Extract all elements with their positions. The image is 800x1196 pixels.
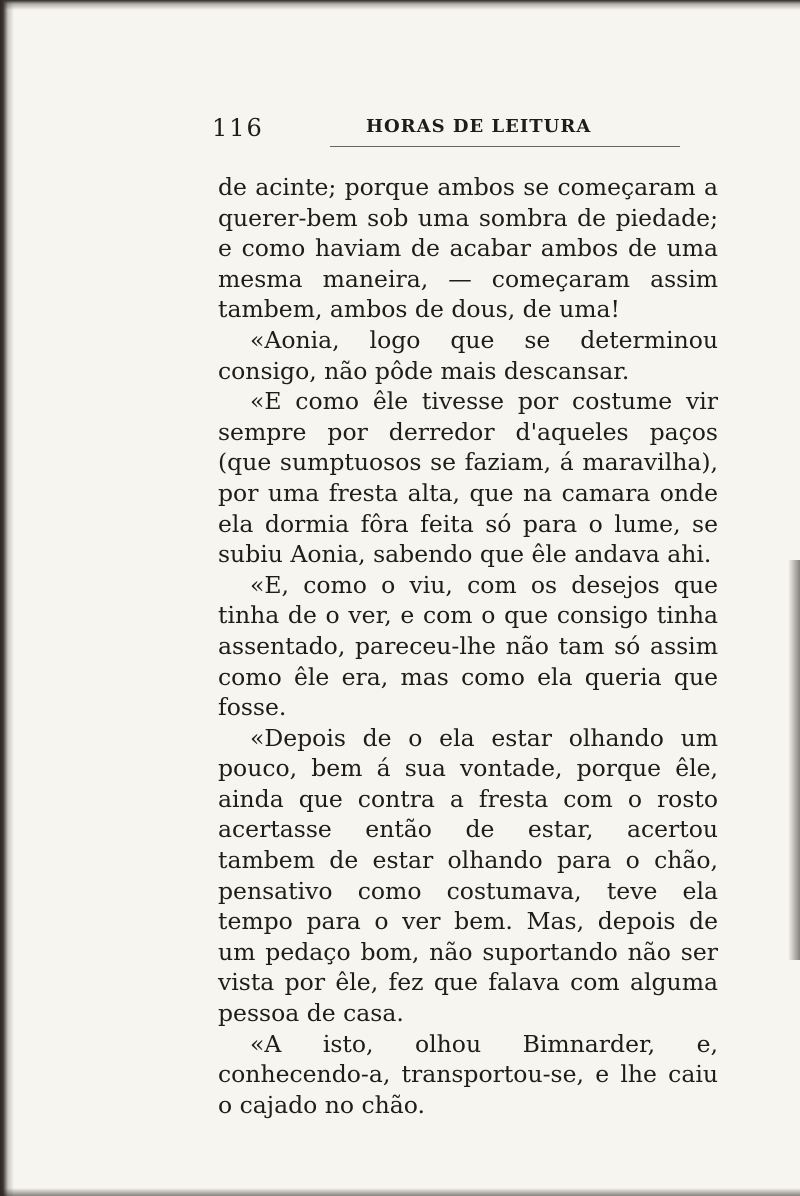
paragraph: «E como êle tivesse por costume vir sempre por derredor d'aqueles paços (que sumptuosos se faziam, á maravilha), por uma fresta alta, que na camara onde ela dormia fôra feita só para o lume, se subiu Aonia, sabendo que êle andava ahi.	[218, 387, 718, 569]
header-rule	[330, 146, 680, 147]
body-text	[218, 172, 718, 1120]
paragraph: «Aonia, logo que se determinou consigo, não pôde mais descansar.	[218, 325, 718, 385]
scan-edge-bottom	[0, 1188, 800, 1196]
scan-edge-top	[0, 0, 800, 10]
running-title: HORAS DE LEITURA	[366, 116, 592, 137]
paragraph: «E, como o viu, com os desejos que tinha de o ver, e com o que consigo tinha assentado, pareceu-lhe não tam só assim como êle era, mas como ela queria que fosse.	[218, 570, 718, 722]
running-header	[212, 110, 692, 150]
scan-edge-right	[788, 560, 800, 960]
paragraph: «Depois de o ela estar olhando um pouco, bem á sua vontade, porque êle, ainda que contra a fresta com o rosto acertasse então de estar, acertou tambem de estar olhando para o chão, pensativo como costumava, teve ela tempo para o ver bem. Mas, depois de um pedaço bom, não suportando não ser vista por êle, fez que falava com alguma pessoa de casa.	[218, 723, 718, 1028]
scan-binding-shadow	[0, 0, 14, 1196]
paragraph: «A isto, olhou Bimnarder, e, conhecendo-a, transportou-se, e lhe caiu o cajado no chão.	[218, 1029, 718, 1119]
paragraph: de acinte; porque ambos se começaram a querer-bem sob uma sombra de piedade; e como haviam de acabar ambos de uma mesma maneira, — começaram assim tambem, ambos de dous, de uma!	[218, 173, 718, 324]
page-number: 116	[212, 114, 264, 142]
